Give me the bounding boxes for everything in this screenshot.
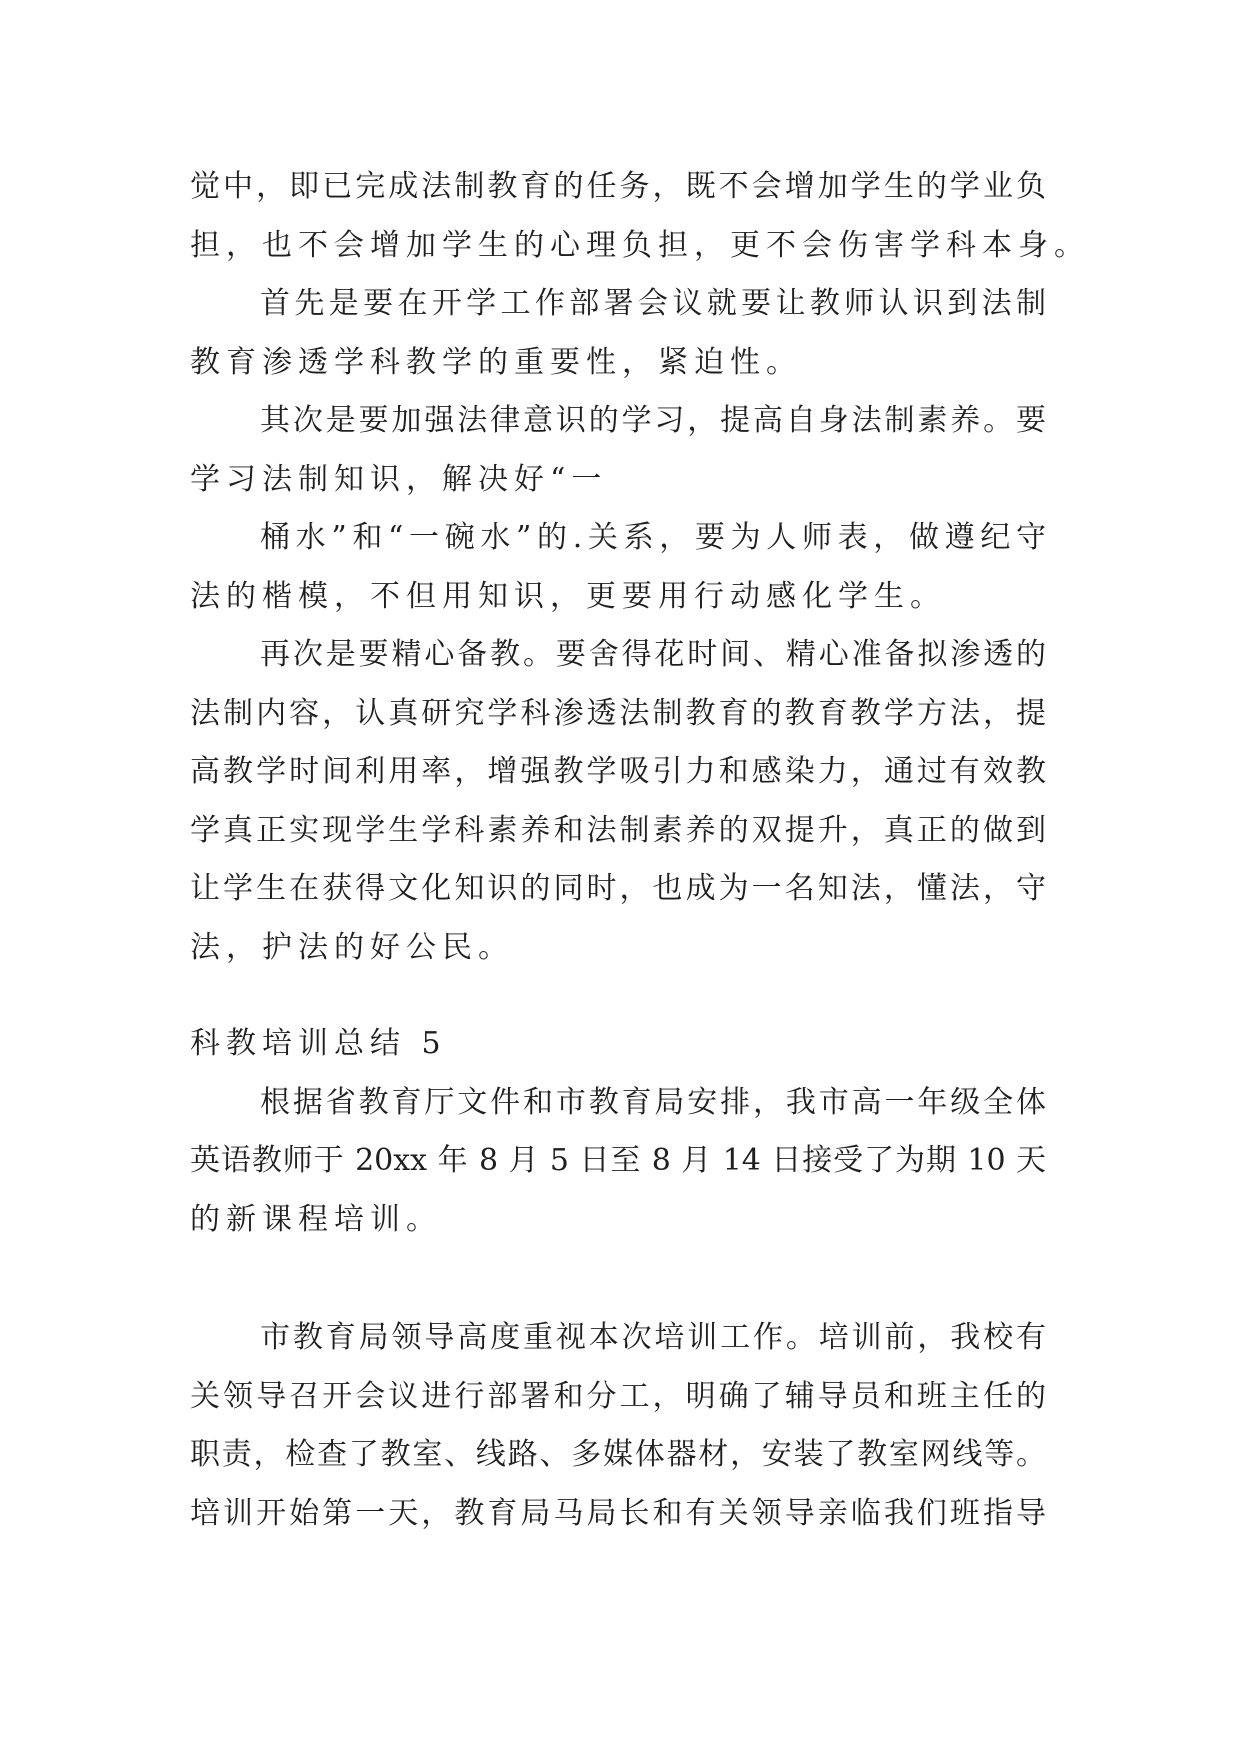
paragraph-line: 其次是要加强法律意识的学习，提高自身法制素养。要 (260, 403, 1046, 438)
paragraph-line: 高教学时间利用率，增强教学吸引力和感染力，通过有效教 (190, 754, 1046, 789)
paragraph-line: 根据省教育厅文件和市教育局安排，我市高一年级全体 (260, 1084, 1046, 1120)
paragraph-line: 法，护法的好公民。 (190, 929, 514, 965)
paragraph-line: 让学生在获得文化知识的同时，也成为一名知法，懂法，守 (190, 871, 1046, 906)
paragraph-line: 关领导召开会议进行部署和分工，明确了辅导员和班主任的 (190, 1378, 1046, 1414)
paragraph-line: 教育渗透学科教学的重要性，紧迫性。 (190, 344, 802, 380)
paragraph-line: 法的楷模，不但用知识，更要用行动感化学生。 (190, 578, 946, 614)
paragraph-line: 的新课程培训。 (190, 1201, 442, 1237)
paragraph-line: 担，也不会增加学生的心理负担，更不会伤害学科本身。 (190, 227, 1090, 263)
paragraph-line: 学真正实现学生学科素养和法制素养的双提升，真正的做到 (190, 812, 1046, 848)
paragraph-line: 桶水”和“一碗水”的.关系，要为人师表，做遵纪守 (260, 520, 1046, 555)
paragraph-line: 英语教师于 20xx 年 8 月 5 日至 8 月 14 日接受了为期 10 天 (190, 1143, 1046, 1178)
section-heading: 科教培训总结 5 (190, 1026, 447, 1061)
paragraph-line: 培训开始第一天，教育局马局长和有关领导亲临我们班指导 (190, 1495, 1046, 1531)
paragraph-line: 再次是要精心备教。要舍得花时间、精心准备拟渗透的 (260, 637, 1046, 672)
document-body (190, 158, 1090, 1543)
paragraph-line: 觉中，即已完成法制教育的任务，既不会增加学生的学业负 (190, 169, 1046, 204)
paragraph-line: 学习法制知识，解决好“一 (190, 461, 608, 497)
paragraph-line: 职责，检查了教室、线路、多媒体器材，安装了教室网线等。 (190, 1437, 1046, 1472)
paragraph-line: 首先是要在开学工作部署会议就要让教师认识到法制 (260, 286, 1046, 321)
paragraph-line: 法制内容，认真研究学科渗透法制教育的教育教学方法，提 (190, 695, 1046, 731)
paragraph-line: 市教育局领导高度重视本次培训工作。培训前，我校有 (260, 1320, 1046, 1355)
